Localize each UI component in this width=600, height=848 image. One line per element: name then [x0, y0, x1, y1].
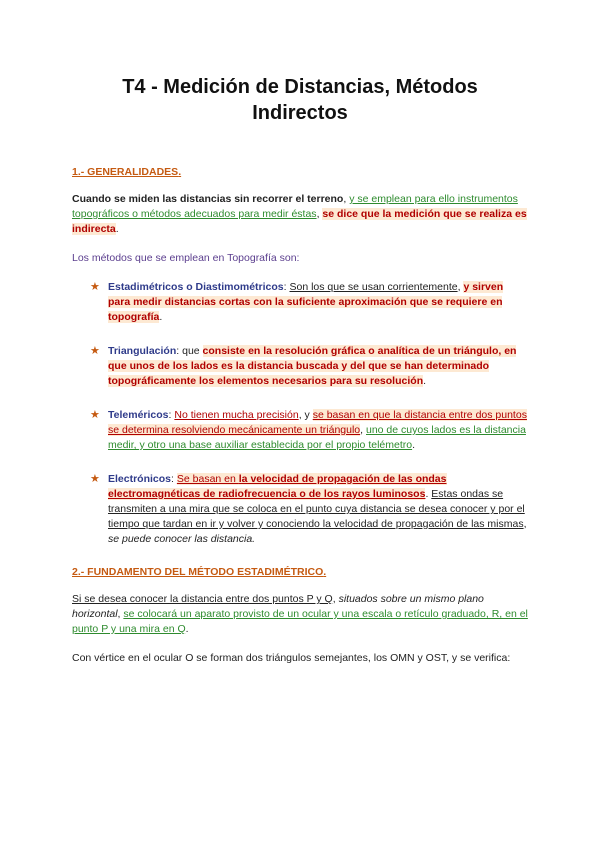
title-line-1: T4 - Medición de Distancias, Métodos — [122, 76, 478, 98]
methods-list — [72, 280, 528, 547]
list-item-triangulacion: ★ Triangulación: que consiste en la resolución gráfica o analítica de un triángulo, en que unos de los lados es la distancia buscada y del que se han determinado topográficamente los elementos necesarios para su resolución. — [90, 345, 517, 387]
paragraph-fundamento: Si se desea conocer la distancia entre dos puntos P y Q, situados sobre un mismo plano horizontal, se colocará un aparato provisto de un ocular y una escala o retículo graduado, R, en el punto P y una mira en Q. — [72, 593, 528, 635]
paragraph-methods-intro: Los métodos que se emplean en Topografía son: — [72, 252, 300, 264]
star-bullet-icon: ★ — [90, 345, 100, 357]
star-bullet-icon: ★ — [90, 409, 100, 421]
list-item-estadimetricos: ★ Estadimétricos o Diastimométricos: Son los que se usan corrientemente, y sirven para medir distancias cortas con la suficiente aproximación que se requiere en topografía. — [90, 281, 504, 323]
page-title — [72, 0, 528, 126]
list-item-electronicos: ★ Electrónicos: Se basan en la velocidad de propagación de las ondas electromagnéticas de radiofrecuencia o de los rayos luminosos. Estas ondas se transmiten a una mira que se coloca en el punto cuya distancia se desea conocer y por el tiempo que tardan en ir y volver y conociendo la velocidad de propagación de las mismas, se puede conocer las distancia. — [90, 473, 527, 545]
star-bullet-icon: ★ — [90, 473, 100, 485]
section-heading-fundamento: 2.- FUNDAMENTO DEL MÉTODO ESTADIMÉTRICO. — [72, 566, 327, 578]
section-heading-generalidades: 1.- GENERALIDADES. — [72, 166, 182, 178]
paragraph-vertice: Con vértice en el ocular O se forman dos triángulos semejantes, los OMN y OST, y se verifica: — [72, 652, 511, 664]
star-bullet-icon: ★ — [90, 281, 100, 293]
paragraph-intro: Cuando se miden las distancias sin recorrer el terreno, y se emplean para ello instrumentos topográficos o métodos adecuados para medir éstas, se dice que la medición que se realiza es indirecta. — [72, 193, 527, 235]
title-line-2: Indirectos — [252, 102, 348, 124]
list-item-telemericos: ★ Teleméricos: No tienen mucha precisión, y se basan en que la distancia entre dos puntos se determina resolviendo mecánicamente un triángulo, uno de cuyos lados es la distancia medir, y otro una base auxiliar establecida por el propio telémetro. — [90, 409, 527, 451]
